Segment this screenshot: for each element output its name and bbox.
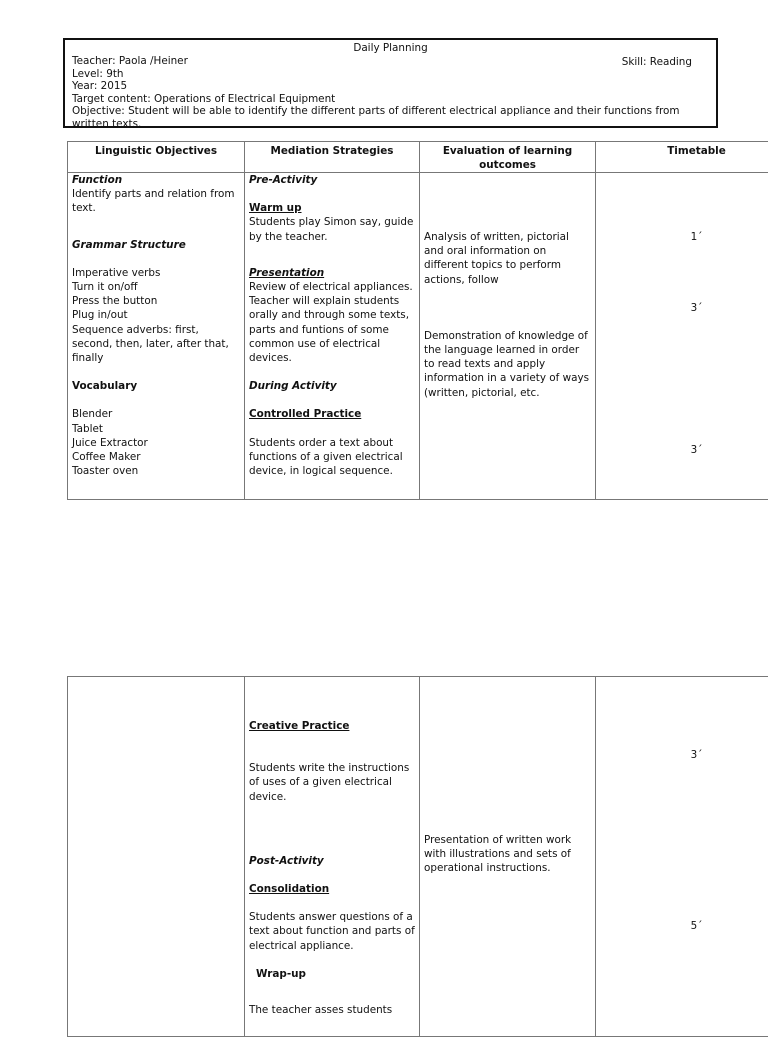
teacher-label: Teacher: Paola /Heiner [72, 55, 709, 68]
function-text: Identify parts and relation from text. [72, 187, 240, 215]
timetable-value: 3´ [596, 301, 768, 315]
post-activity-heading: Post-Activity [249, 854, 415, 868]
vocabulary-item: Blender [72, 407, 240, 421]
page-title: Daily Planning [72, 42, 709, 55]
pre-activity-heading: Pre-Activity [249, 173, 415, 187]
timetable-cell [596, 677, 768, 1037]
warm-up-heading: Warm up [249, 201, 415, 215]
evaluation-cell [420, 173, 596, 500]
wrap-up-heading: Wrap-up [249, 967, 415, 981]
column-header-mediation: Mediation Strategies [245, 142, 420, 173]
grammar-item: Press the button [72, 294, 240, 308]
during-activity-heading: During Activity [249, 379, 415, 393]
column-header-evaluation: Evaluation of learning outcomes [420, 142, 596, 173]
vocabulary-heading: Vocabulary [72, 379, 240, 393]
linguistic-objectives-cell [68, 173, 245, 500]
grammar-item: Plug in/out [72, 308, 240, 322]
objective-label: Objective: Student will be able to identify the different parts of different electrical appliance and their functions from written texts. [72, 105, 709, 130]
planning-table [67, 141, 768, 500]
evaluation-text: Analysis of written, pictorial and oral information on different topics to perform actions, follow [424, 230, 591, 287]
planning-table-continued [67, 676, 768, 1037]
function-heading: Function [72, 173, 240, 187]
controlled-practice-heading: Controlled Practice [249, 407, 415, 421]
table-header-row [68, 142, 768, 173]
consolidation-heading: Consolidation [249, 882, 415, 896]
linguistic-objectives-cell [68, 677, 245, 1037]
year-label: Year: 2015 [72, 80, 709, 93]
wrap-up-text: The teacher asses students [249, 1003, 415, 1017]
presentation-text: Review of electrical appliances. Teacher will explain students orally and through some texts, parts and funtions of some common use of electrical devices. [249, 280, 415, 365]
evaluation-cell [420, 677, 596, 1037]
creative-practice-heading: Creative Practice [249, 719, 415, 733]
vocabulary-item: Juice Extractor [72, 436, 240, 450]
grammar-item: Turn it on/off [72, 280, 240, 294]
presentation-heading: Presentation [249, 266, 415, 280]
controlled-practice-text: Students order a text about functions of a given electrical device, in logical sequence. [249, 436, 415, 479]
table-row [68, 677, 768, 1037]
timetable-cell [596, 173, 768, 500]
grammar-item: Sequence adverbs: first, second, then, later, after that, finally [72, 323, 240, 366]
vocabulary-item: Tablet [72, 422, 240, 436]
grammar-item: Imperative verbs [72, 266, 240, 280]
header-box [63, 38, 718, 128]
mediation-strategies-cell [245, 677, 420, 1037]
skill-label: Skill: Reading [622, 55, 692, 69]
target-content-label: Target content: Operations of Electrical Equipment [72, 93, 709, 106]
creative-practice-text: Students write the instructions of uses of a given electrical device. [249, 761, 415, 804]
vocabulary-item: Coffee Maker [72, 450, 240, 464]
evaluation-text: Presentation of written work with illustrations and sets of operational instructions. [424, 833, 591, 876]
grammar-heading: Grammar Structure [72, 238, 240, 252]
timetable-value: 3´ [596, 748, 768, 762]
mediation-strategies-cell [245, 173, 420, 500]
column-header-timetable: Timetable [596, 142, 768, 173]
warm-up-text: Students play Simon say, guide by the teacher. [249, 215, 415, 243]
evaluation-text: Demonstration of knowledge of the language learned in order to read texts and apply information in a variety of ways (written, pictorial, etc. [424, 329, 591, 400]
timetable-value: 5´ [596, 919, 768, 933]
timetable-value: 1´ [596, 230, 768, 244]
timetable-value: 3´ [596, 443, 768, 457]
level-label: Level: 9th [72, 68, 709, 81]
vocabulary-item: Toaster oven [72, 464, 240, 478]
consolidation-text: Students answer questions of a text about function and parts of electrical appliance. [249, 910, 415, 953]
table-row [68, 173, 768, 500]
column-header-linguistic: Linguistic Objectives [68, 142, 245, 173]
